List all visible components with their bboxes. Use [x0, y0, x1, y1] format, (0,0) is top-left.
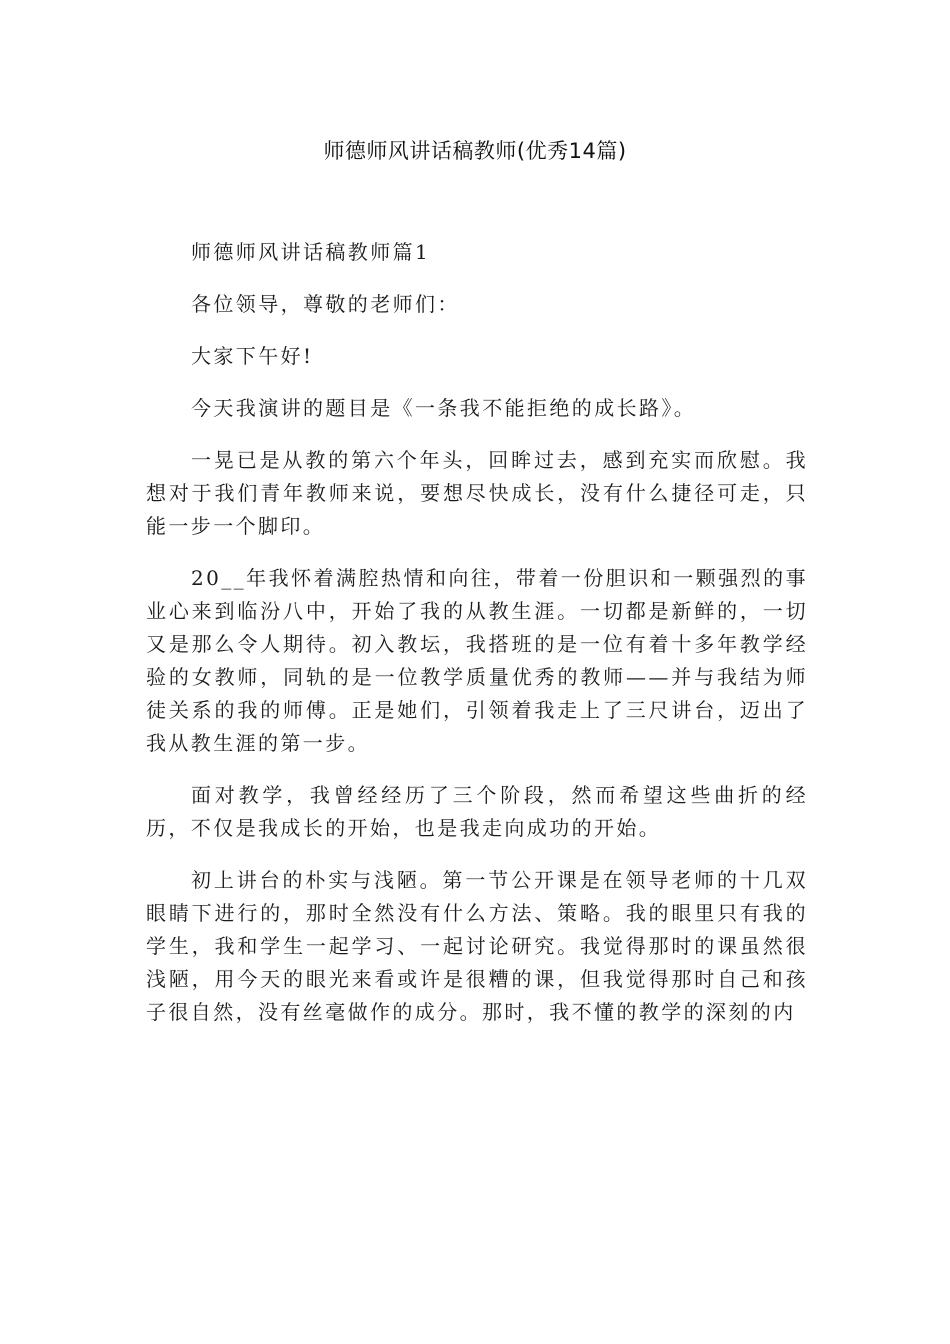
- paragraph: 20__年我怀着满腔热情和向往，带着一份胆识和一颗强烈的事业心来到临汾八中，开始了我的从教生涯。一切都是新鲜的，一切又是那么令人期待。初入教坛，我搭班的是一位有着十多年教学经验的女教师，同轨的是一位教学质量优秀的教师——并与我结为师徒关系的我的师傅。正是她们，引领着我走上了三尺讲台，迈出了我从教生涯的第一步。: [146, 566, 808, 755]
- document-title: 师德师风讲话稿教师(优秀14篇): [323, 139, 627, 163]
- paragraph: 面对教学，我曾经经历了三个阶段，然而希望这些曲折的经历，不仅是我成长的开始，也是我走向成功的开始。: [146, 783, 808, 840]
- greeting: 大家下午好!: [191, 344, 314, 368]
- paragraph: 一晃已是从教的第六个年头，回眸过去，感到充实而欣慰。我想对于我们青年教师来说，要想尽快成长，没有什么捷径可走，只能一步一个脚印。: [146, 448, 808, 538]
- salutation: 各位领导，尊敬的老师们：: [191, 292, 460, 316]
- paragraph: 初上讲台的朴实与浅陋。第一节公开课是在领导老师的十几双眼睛下进行的，那时全然没有什么方法、策略。我的眼里只有我的学生，我和学生一起学习、一起讨论研究。我觉得那时的课虽然很浅陋，用今天的眼光来看或许是很糟的课，但我觉得那时自己和孩子很自然，没有丝毫做作的成分。那时，我不懂的教学的深刻的内: [146, 868, 808, 1024]
- document-body: [146, 236, 808, 1029]
- section-heading: 师德师风讲话稿教师篇1: [191, 240, 431, 264]
- paragraph: 今天我演讲的题目是《一条我不能拒绝的成长路》。: [191, 396, 697, 420]
